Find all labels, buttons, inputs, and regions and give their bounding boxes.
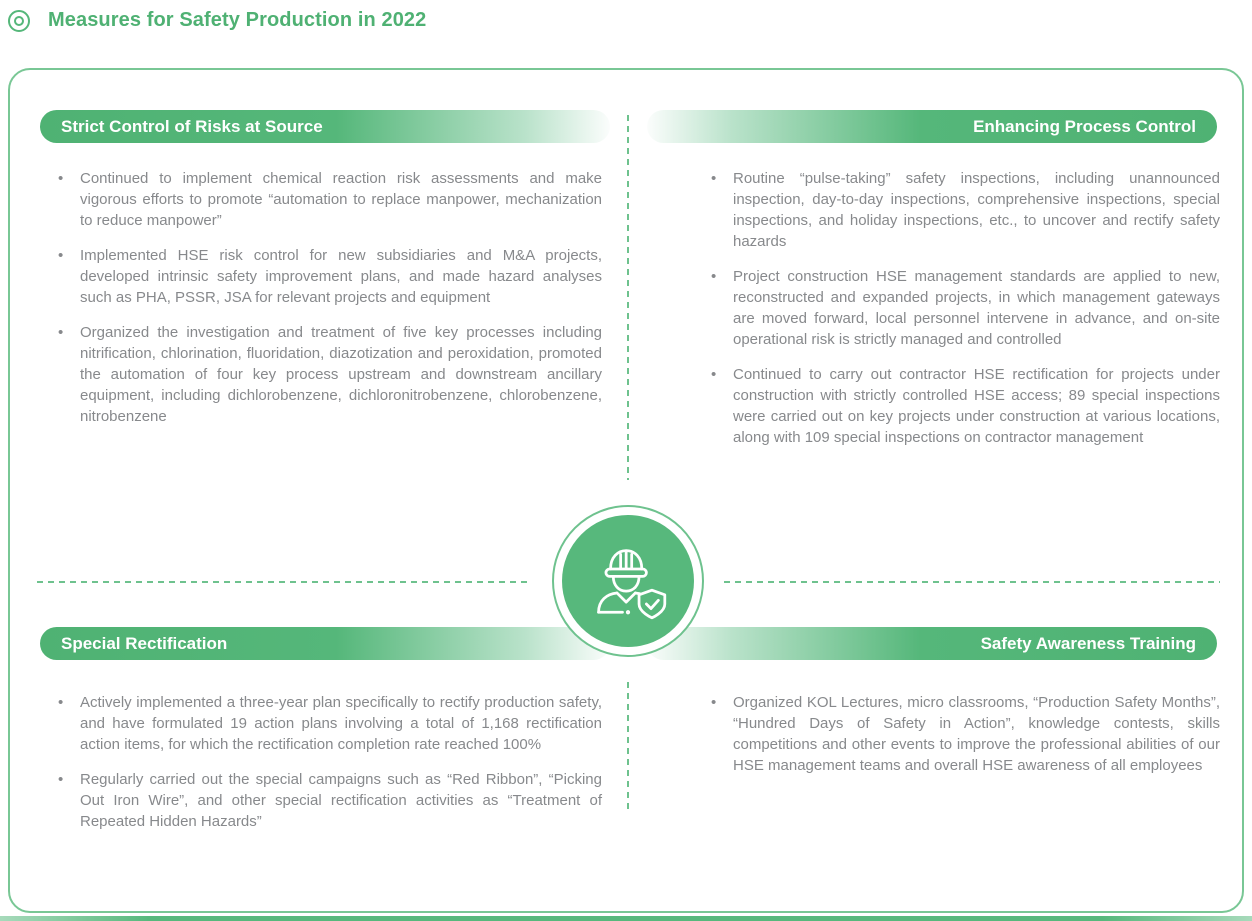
bullet-item: • Routine “pulse-taking” safety inspections, including unannounced inspection, day-to-day inspections, comprehensive inspections, special inspections, and holiday inspections, etc., to uncover and rectify safety hazards bbox=[702, 168, 1220, 252]
double-circle-icon bbox=[8, 10, 30, 32]
section-header-strict-control bbox=[40, 110, 610, 143]
section-content-safety-awareness-training bbox=[702, 692, 1220, 790]
section-content-enhancing-process-control bbox=[702, 168, 1220, 462]
page-title: Measures for Safety Production in 2022 bbox=[48, 9, 427, 31]
page-header bbox=[0, 0, 1252, 50]
bullet-item: • Continued to carry out contractor HSE rectification for projects under construction with strictly controlled HSE access; 89 special inspections were carried out on key projects under construction at various locations, along with 109 special inspections on contractor management bbox=[702, 364, 1220, 448]
center-safety-badge bbox=[552, 505, 704, 657]
section-title: Strict Control of Risks at Source bbox=[61, 117, 323, 136]
section-content-special-rectification bbox=[49, 692, 602, 846]
section-title: Safety Awareness Training bbox=[980, 634, 1196, 653]
horizontal-dashed-divider-right bbox=[724, 581, 1220, 583]
worker-helmet-shield-icon bbox=[562, 515, 694, 647]
bullet-item: • Actively implemented a three-year plan specifically to rectify production safety, and have formulated 19 action plans involving a total of 1,168 rectification action items, for which the rectification completion rate reached 100% bbox=[49, 692, 602, 755]
horizontal-dashed-divider-left bbox=[37, 581, 532, 583]
section-header-safety-awareness-training bbox=[647, 627, 1217, 660]
vertical-dashed-divider-bottom bbox=[627, 682, 629, 814]
vertical-dashed-divider-top bbox=[627, 115, 629, 480]
bullet-item: • Organized the investigation and treatment of five key processes including nitrification, chlorination, fluoridation, diazotization and peroxidation, promoted the automation of four key process upstream and downstream ancillary equipment, including dichlorobenzene, dichloronitrobenzene, chlorobenzene, nitrobenzene bbox=[49, 322, 602, 427]
section-title: Special Rectification bbox=[61, 634, 228, 653]
section-header-special-rectification bbox=[40, 627, 610, 660]
bullet-item: • Continued to implement chemical reaction risk assessments and make vigorous efforts to promote “automation to replace manpower, mechanization to reduce manpower” bbox=[49, 168, 602, 231]
section-title: Enhancing Process Control bbox=[973, 117, 1196, 136]
bullet-item: • Organized KOL Lectures, micro classrooms, “Production Safety Months”, “Hundred Days of Safety in Action”, knowledge contests, skills competitions and other events to improve the professional abilities of our HSE management teams and overall HSE awareness of all employees bbox=[702, 692, 1220, 776]
content-panel bbox=[8, 68, 1244, 913]
bullet-item: • Implemented HSE risk control for new subsidiaries and M&A projects, developed intrinsic safety improvement plans, and made hazard analyses such as PHA, PSSR, JSA for relevant projects and equipment bbox=[49, 245, 602, 308]
section-content-strict-control bbox=[49, 168, 602, 441]
section-header-enhancing-process-control bbox=[647, 110, 1217, 143]
bottom-accent-bar bbox=[0, 916, 1252, 921]
bullet-item: • Regularly carried out the special campaigns such as “Red Ribbon”, “Picking Out Iron Wire”, and other special rectification activities as “Treatment of Repeated Hidden Hazards” bbox=[49, 769, 602, 832]
bullet-item: • Project construction HSE management standards are applied to new, reconstructed and expanded projects, in which management gateways are moved forward, local personnel intervene in advance, and on-site operational risk is strictly managed and controlled bbox=[702, 266, 1220, 350]
